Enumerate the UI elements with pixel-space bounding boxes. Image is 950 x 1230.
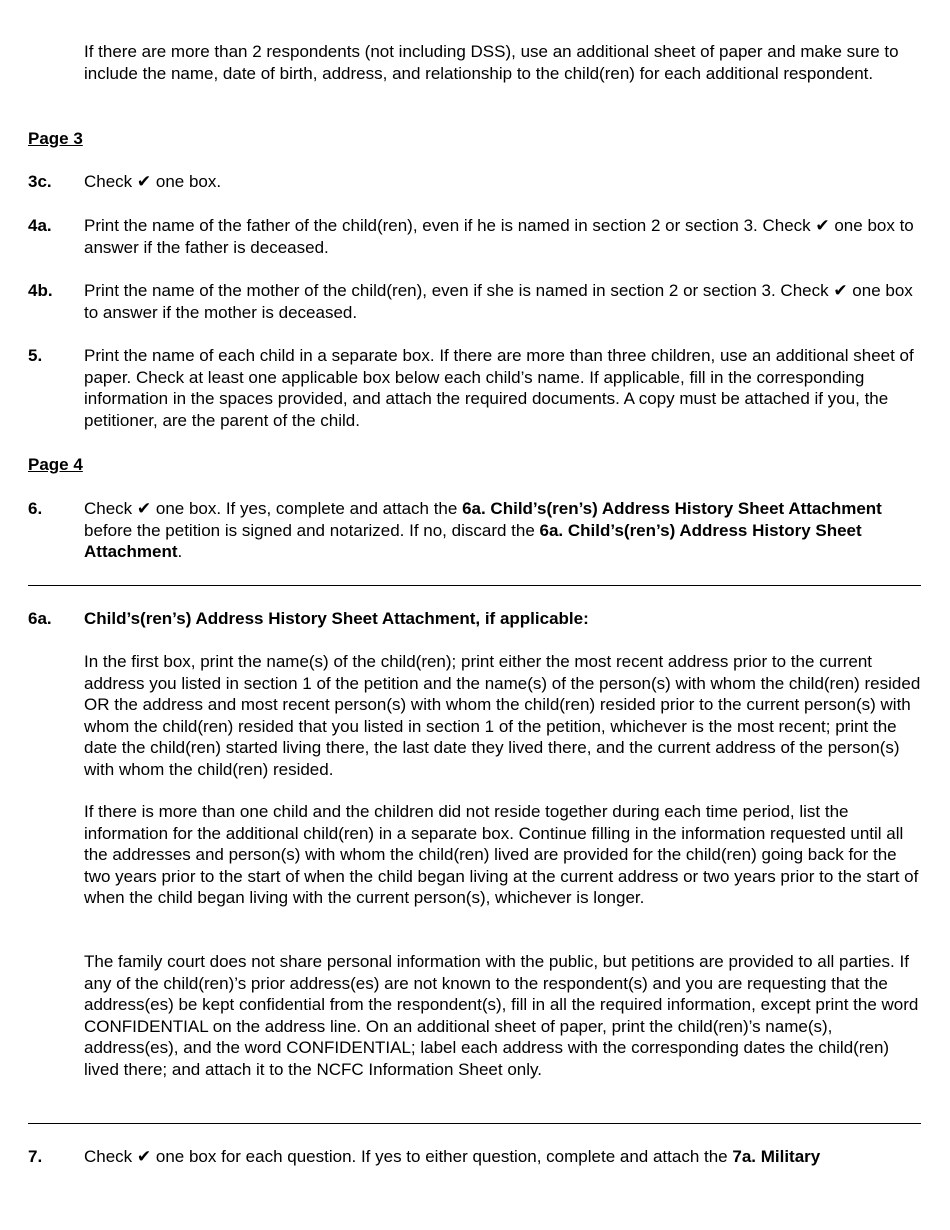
item-6-text-part-2: before the petition is signed and notarized. If no, discard the <box>84 520 540 540</box>
item-6-text <box>84 498 924 563</box>
item-6-attachment-ref-2: 6a. Child’s(ren’s) Address History Sheet Attachment <box>84 520 862 561</box>
section-divider-bottom <box>28 1123 921 1124</box>
section-6a-paragraph-3: The family court does not share personal information with the public, but petitions are provided to all parties. If any of the child(ren)’s prior address(es) are not known to the respondent(s) and you are requesting that the address(es) be kept confidential from the respondent(s), fill in all the required information, except print the word CONFIDENTIAL on the address line. On an additional sheet of paper, print the child(ren)’s name(s), address(es), and the word CONFIDENTIAL; label each address with the corresponding dates the child(ren) lived there; and attach it to the NCFC Information Sheet only. <box>84 952 919 1079</box>
item-7-number: 7. <box>28 1147 43 1166</box>
item-3c-text: Check ✔ one box. <box>84 172 222 191</box>
item-5-text: Print the name of each child in a separate box. If there are more than three children, use an additional sheet of paper. Check at least one applicable box below each child’s name. If applicable, fill in the corresponding information in the spaces provided, and attach the required documents. A copy must be attached if you, the petitioner, are the parent of the child. <box>84 346 914 430</box>
item-3c-number: 3c. <box>28 172 52 191</box>
section-6a-number: 6a. <box>28 609 52 628</box>
item-4b-text: Print the name of the mother of the child(ren), even if she is named in section 2 or section 3. Check ✔ one box to answer if the mother is deceased. <box>84 281 913 322</box>
section-6a-paragraph-1: In the first box, print the name(s) of the child(ren); print either the most recent address prior to the current address you listed in section 1 of the petition and the name(s) of the person(s) with whom the child(ren) resided OR the address and most recent person(s) with whom the child(ren) resided prior to the current person(s) with whom the child(ren) resided that you listed in section 1 of the petition, whichever is the most recent; print the date the child(ren) started living there, the last date they lived there, and the current address of the person(s) with whom the child(ren) resided. <box>84 652 921 779</box>
section-divider-top <box>28 585 921 586</box>
item-6-text-part-1: Check ✔ one box. If yes, complete and attach the <box>84 499 463 518</box>
item-7-attachment-ref: 7a. Military <box>732 1147 821 1166</box>
item-6-number: 6. <box>28 499 43 518</box>
item-6-text-part-3: . <box>177 542 183 561</box>
page-4-heading: Page 4 <box>28 455 83 474</box>
item-7-text-part-1: Check ✔ one box for each question. If yes to either question, complete and attach the <box>84 1147 733 1166</box>
section-6a-title: Child’s(ren’s) Address History Sheet Attachment, if applicable: <box>84 609 589 628</box>
item-4b-number: 4b. <box>28 281 53 300</box>
item-6-attachment-ref-1: 6a. Child’s(ren’s) Address History Sheet Attachment <box>462 499 882 518</box>
item-7-text <box>84 1146 924 1168</box>
item-4a-text: Print the name of the father of the child(ren), even if he is named in section 2 or section 3. Check ✔ one box to answer if the father is deceased. <box>84 216 914 257</box>
page-3-heading: Page 3 <box>28 129 83 148</box>
item-4a-number: 4a. <box>28 216 52 235</box>
section-6a-paragraph-2: If there is more than one child and the children did not reside together during each time period, list the information for the additional child(ren) in a separate box. Continue filling in the information requested until all the addresses and person(s) with whom the child(ren) lived are provided for the child(ren) going back for the two years prior to the start of when the child began living at the current address or two years prior to the start of when the child began living with the current person(s), whichever is longer. <box>84 802 919 907</box>
item-5-number: 5. <box>28 346 43 365</box>
intro-paragraph: If there are more than 2 respondents (not including DSS), use an additional sheet of paper and make sure to include the name, date of birth, address, and relationship to the child(ren) for each additional respondent. <box>84 42 899 83</box>
